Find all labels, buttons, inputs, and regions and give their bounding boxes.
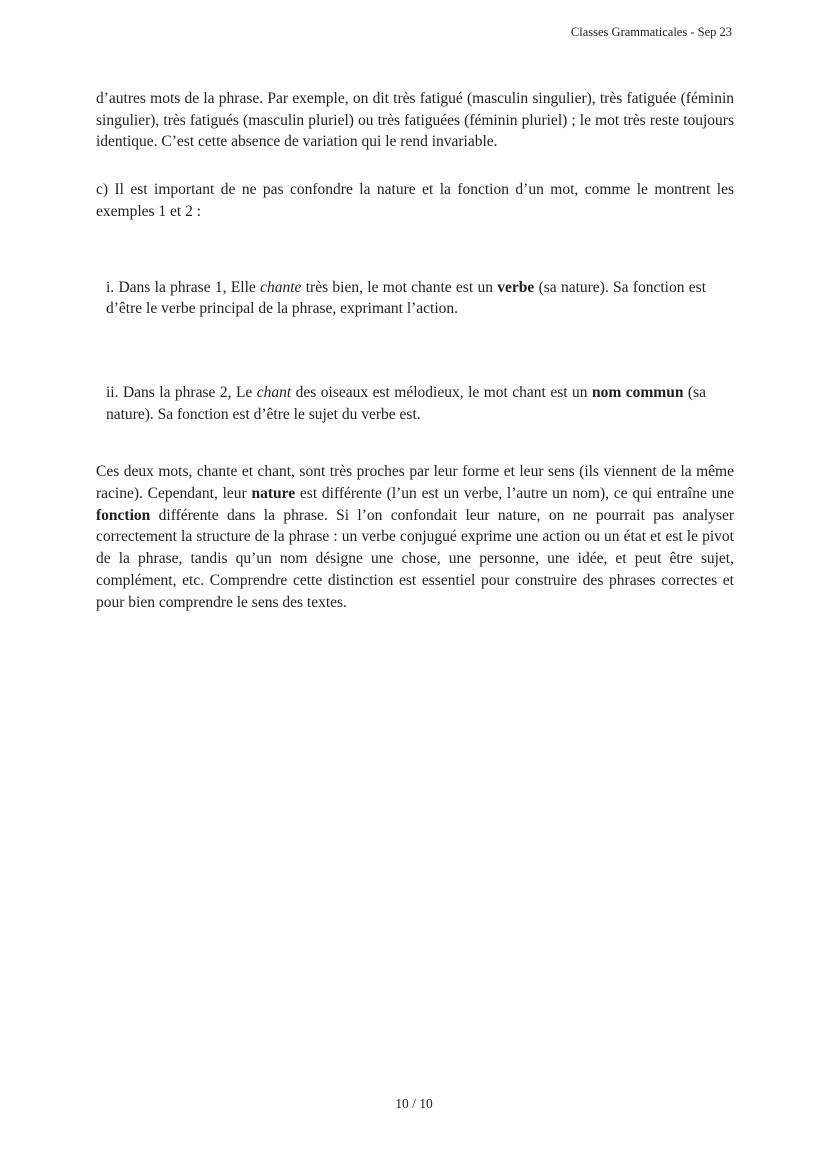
example-item-i: i. Dans la phrase 1, Elle chante très bien, le mot chante est un verbe (sa nature). Sa fonction est d’être le verbe principal de la phrase, exprimant l’action.	[106, 278, 707, 318]
paragraph-intro: d’autres mots de la phrase. Par exemple, on dit très fatigué (masculin singulier), très fatiguée (féminin singulier), très fatigués (masculin pluriel) ou très fatiguées (féminin pluriel) ; le mot très reste toujours identique. C’est cette absence de variation qui le rend invariable.	[96, 90, 734, 151]
page-number: 10 / 10	[395, 1096, 433, 1111]
paragraph-point-c: c) Il est important de ne pas confondre la nature et la fonction d’un mot, comme le montrent les exemples 1 et 2 :	[96, 181, 734, 220]
running-header: Classes Grammaticales - Sep 23	[570, 25, 732, 39]
example-item-ii: ii. Dans la phrase 2, Le chant des oiseaux est mélodieux, le mot chant est un nom commun (sa nature). Sa fonction est d’être le sujet du verbe est.	[106, 383, 706, 423]
paragraph-conclusion: Ces deux mots, chante et chant, sont très proches par leur forme et leur sens (ils viennent de la même racine). Cependant, leur nature est différente (l’un est un verbe, l’autre un nom), ce qui entraîne une fonction différente dans la phrase. Si l’on confondait leur nature, on ne pourrait pas analyser correctement la structure de la phrase : un verbe conjugué exprime une action ou un état et est le pivot de la phrase, tandis qu’un nom désigne une chose, une personne, une idée, et peut être sujet, complément, etc. Comprendre cette distinction est essentiel pour construire des phrases correctes et pour bien comprendre le sens des textes.	[96, 463, 734, 611]
document-body	[96, 88, 734, 613]
